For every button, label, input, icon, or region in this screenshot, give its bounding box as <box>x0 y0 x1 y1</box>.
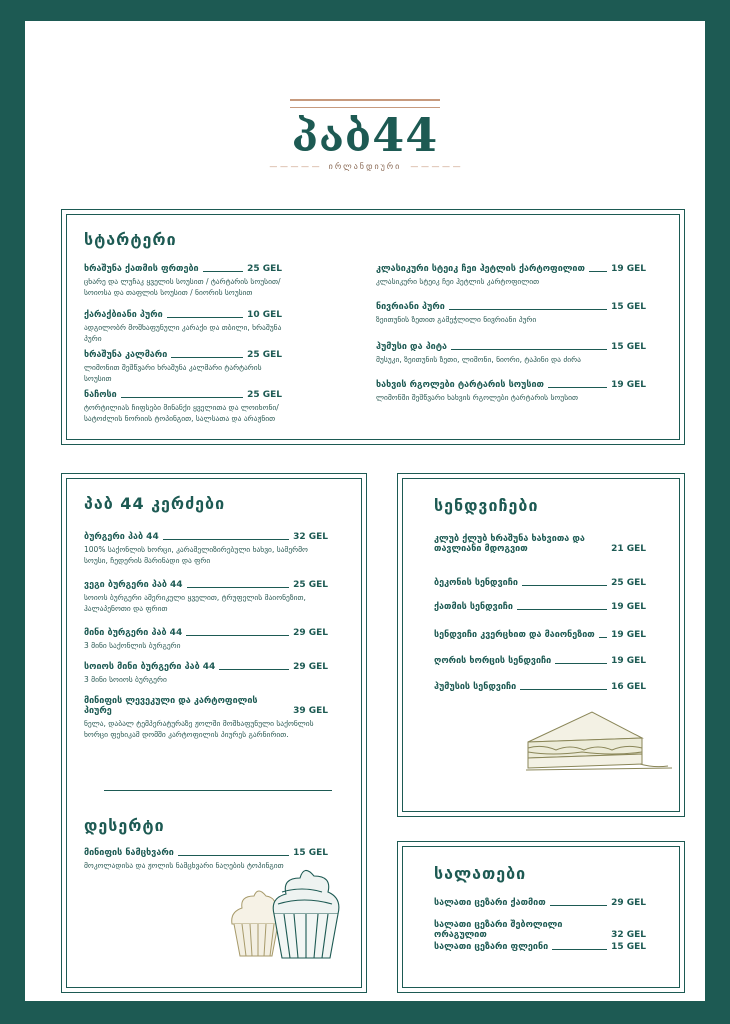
menu-item-description: ზეითუნის ზეთით გამეჭლილი ნივრიანი პური <box>376 315 537 324</box>
menu-item-description: ლიმონით შეშწვარი ხრაშუნა კალმარი ტარტარის სოუსით <box>84 363 262 383</box>
menu-item <box>84 532 328 566</box>
menu-item-price: 19 GEL <box>611 630 646 640</box>
menu-item-price: 39 GEL <box>293 706 328 716</box>
menu-item-price: 32 GEL <box>611 930 646 940</box>
brand-name <box>25 108 705 164</box>
menu-item-price: 19 GEL <box>611 380 646 390</box>
specials-panel <box>61 473 367 993</box>
menu-item-name: სენდვიჩი კვერცხით და მაიონეზით <box>434 630 595 640</box>
menu-item-row <box>434 682 646 692</box>
menu-item-row <box>376 380 646 390</box>
menu-item-row <box>434 920 646 940</box>
menu-item-price: 32 GEL <box>293 532 328 542</box>
menu-item-row <box>376 342 646 352</box>
menu-item <box>434 898 646 908</box>
menu-item-row <box>434 602 646 612</box>
menu-item-price: 25 GEL <box>247 390 282 400</box>
cupcakes-illustration <box>222 862 352 962</box>
menu-item <box>84 580 328 614</box>
price-leader-line <box>548 387 607 388</box>
brand-number: 44 <box>372 108 439 162</box>
menu-item-name: მინიფის ნამცხვარი <box>84 848 174 858</box>
price-leader-line <box>552 949 607 950</box>
menu-item-row <box>434 534 646 554</box>
menu-item <box>434 942 646 952</box>
menu-item <box>84 264 282 298</box>
menu-item-price: 16 GEL <box>611 682 646 692</box>
menu-item-row <box>434 630 646 640</box>
menu-item <box>84 662 328 685</box>
menu-item <box>434 682 646 692</box>
menu-item-row <box>434 942 646 952</box>
menu-item-price: 25 GEL <box>293 580 328 590</box>
menu-item-description: ნელა, დაბალ ტემპერატურაზე ჟოლში მოშხაფუნული საქონლის ხორცი ფეხიკამ დომში კარტოფილის პიურეს გარნირით. <box>84 719 314 739</box>
menu-item <box>434 534 646 554</box>
menu-item-price: 19 GEL <box>611 656 646 666</box>
menu-item-price: 25 GEL <box>247 264 282 274</box>
menu-item-price: 15 GEL <box>293 848 328 858</box>
menu-item <box>376 264 646 287</box>
menu-item-name: ხრაშუნა კალმარი <box>84 350 168 360</box>
menu-item-description: სოიოს ბურგერი ამერიკული ყველით, ტრუფელის მაიონეზით, ჰალაპენოთი და ფრით <box>84 593 306 613</box>
menu-item-name: ბეკონის სენდვიჩი <box>434 578 518 588</box>
menu-item <box>84 310 282 344</box>
menu-item-name: ხრაშუნა ქათმის ფრთები <box>84 264 199 274</box>
sandwich-illustration <box>522 702 672 782</box>
brand-name-text: პაბ <box>291 112 373 161</box>
menu-item-description: მუსუკი, ზეითუნის ზეთი, ლიმონი, ნიორი, ტაჰინი და ძირა <box>376 355 581 364</box>
menu-item-price: 29 GEL <box>611 898 646 908</box>
menu-item-description: 3 მინი სოიოს ბურგერი <box>84 675 167 684</box>
logo-top-lines <box>290 99 440 108</box>
menu-item-description: ცხარე და ლუჩაკ ყველის სოუსით / ტარტარის სოუსით/ სოიოსა და თაფლის სოუსით / ნიორის სოუსით <box>84 277 281 297</box>
menu-item-name: კლუბ ქლუბ ხრაშუნა ხახვითა და თავლიანი მდოგვით <box>434 534 585 554</box>
menu-item-row <box>84 696 328 716</box>
menu-item <box>84 390 282 424</box>
menu-item-name: კლასიკური სტეიკ ჩეი ჰეტლის ქარტოფილით <box>376 264 585 274</box>
menu-item-row <box>84 390 282 400</box>
menu-item-row <box>84 532 328 542</box>
menu-item-name: ხახვის რგოლები ტარტარის სოუსით <box>376 380 544 390</box>
menu-item-row <box>84 580 328 590</box>
menu-item-row <box>84 848 328 858</box>
price-leader-line <box>219 669 289 670</box>
price-leader-line <box>451 349 607 350</box>
price-leader-line <box>550 905 607 906</box>
starters-panel <box>61 209 685 445</box>
menu-item <box>376 380 646 403</box>
menu-item-row <box>84 662 328 672</box>
menu-item-name: ნივრიანი პური <box>376 302 445 312</box>
menu-item-name: ღორის ხორცის სენდვიჩი <box>434 656 552 666</box>
menu-item-name: ქარაქბიანი პური <box>84 310 163 320</box>
price-leader-line <box>203 271 243 272</box>
brand-logo <box>25 99 705 171</box>
menu-item-price: 25 GEL <box>247 350 282 360</box>
menu-item-description: ტორტილიას ჩიფსები მინანქი ყველითა და ლოიხონი/სატოძლის ნორიის ტოპინგით, სალსათა და არაჟნით <box>84 403 279 423</box>
price-leader-line <box>187 587 289 588</box>
menu-item-price: 25 GEL <box>611 578 646 588</box>
price-leader-line <box>121 397 243 398</box>
menu-item-name: ჰუმუსის სენდვიჩი <box>434 682 517 692</box>
menu-item-row <box>434 656 646 666</box>
menu-item-row <box>434 578 646 588</box>
menu-item-name: სოიოს მინი ბურგერი პაბ 44 <box>84 662 216 672</box>
price-leader-line <box>555 663 607 664</box>
menu-item-price: 19 GEL <box>611 602 646 612</box>
menu-item-name: ბურგერი პაბ 44 <box>84 532 159 542</box>
price-leader-line <box>186 635 289 636</box>
price-leader-line <box>171 357 243 358</box>
specials-title: პაბ 44 კერძები <box>84 494 226 513</box>
menu-item <box>434 656 646 666</box>
menu-item-price: 15 GEL <box>611 302 646 312</box>
salads-panel <box>397 841 685 993</box>
menu-item-name: ქათმის სენდვიჩი <box>434 602 513 612</box>
menu-item-price: 19 GEL <box>611 264 646 274</box>
menu-item-name: ჰუმუსი და პიტა <box>376 342 448 352</box>
menu-item <box>84 628 328 651</box>
menu-item-price: 10 GEL <box>247 310 282 320</box>
menu-item <box>376 342 646 365</box>
menu-item-description: 100% საქონლის ხორცი, კარამელიზირებული ხახვი, სამერმო სოუსი, ჩედერის მარინადი და ფრი <box>84 545 308 565</box>
menu-item-name: ნაჩოსი <box>84 390 117 400</box>
menu-item-row <box>434 898 646 908</box>
menu-item-name: ვეგი ბურგერი პაბ 44 <box>84 580 183 590</box>
menu-item <box>84 350 282 384</box>
menu-item <box>434 920 646 940</box>
menu-item <box>434 602 646 612</box>
menu-item-row <box>84 350 282 360</box>
salads-title: სალათები <box>434 864 527 883</box>
price-leader-line <box>163 539 289 540</box>
menu-item-description: მოკოლადისა და ჟოლის ნამცხვარი ნაღების ტოპინგით <box>84 861 284 870</box>
menu-item-name: მინი ბურგერი პაბ 44 <box>84 628 183 638</box>
price-leader-line <box>599 637 607 638</box>
menu-item-description: ლიმონში შეშწვარი ხახვის რგოლები ტარტარის სოუსით <box>376 393 579 402</box>
menu-item-price: 15 GEL <box>611 342 646 352</box>
price-leader-line <box>589 271 607 272</box>
menu-item <box>434 578 646 588</box>
menu-item-name: სალათი ცეზარი ქათმით <box>434 898 546 908</box>
menu-item-price: 15 GEL <box>611 942 646 952</box>
starters-title: სტარტერი <box>84 230 177 249</box>
menu-item-name: მინიფის ლევეკული და კარტოფილის პიურე <box>84 696 258 716</box>
menu-item-description: კლასიკური სტეიკ ჩეი ჰეტლის კარტოფილით <box>376 277 540 286</box>
menu-item-name: სალათი ცეზარი ფლეინი <box>434 942 549 952</box>
price-leader-line <box>167 317 243 318</box>
menu-item-description: 3 მინი საქონლის ბურგერი <box>84 641 181 650</box>
price-leader-line <box>520 689 607 690</box>
menu-item <box>84 696 328 740</box>
price-leader-line <box>178 855 289 856</box>
menu-item-row <box>84 310 282 320</box>
menu-item-row <box>376 302 646 312</box>
menu-item-name: სალათი ცეზარი შებოლილი ორაგულით <box>434 920 563 940</box>
menu-item-row <box>84 628 328 638</box>
menu-item-price: 29 GEL <box>293 662 328 672</box>
menu-item <box>376 302 646 325</box>
dessert-title: დესერტი <box>84 816 165 835</box>
menu-item-description: ადგილობრ მოშხაფუნული კარაქი და თბილი, ხრაშუნა პური <box>84 323 282 343</box>
price-leader-line <box>517 609 607 610</box>
brand-subtitle: — — — — — ირლანდიური — — — — — <box>269 162 461 171</box>
menu-item-row <box>84 264 282 274</box>
menu-item-row <box>376 264 646 274</box>
menu-item-price: 29 GEL <box>293 628 328 638</box>
sandwiches-panel <box>397 473 685 817</box>
brand-subtitle-text: ირლანდიური <box>328 162 402 171</box>
menu-item <box>434 630 646 640</box>
price-leader-line <box>449 309 607 310</box>
menu-item-price: 21 GEL <box>611 544 646 554</box>
specials-divider <box>104 790 332 791</box>
menu-page <box>25 21 705 1001</box>
sandwiches-title: სენდვიჩები <box>434 496 539 515</box>
price-leader-line <box>522 585 607 586</box>
